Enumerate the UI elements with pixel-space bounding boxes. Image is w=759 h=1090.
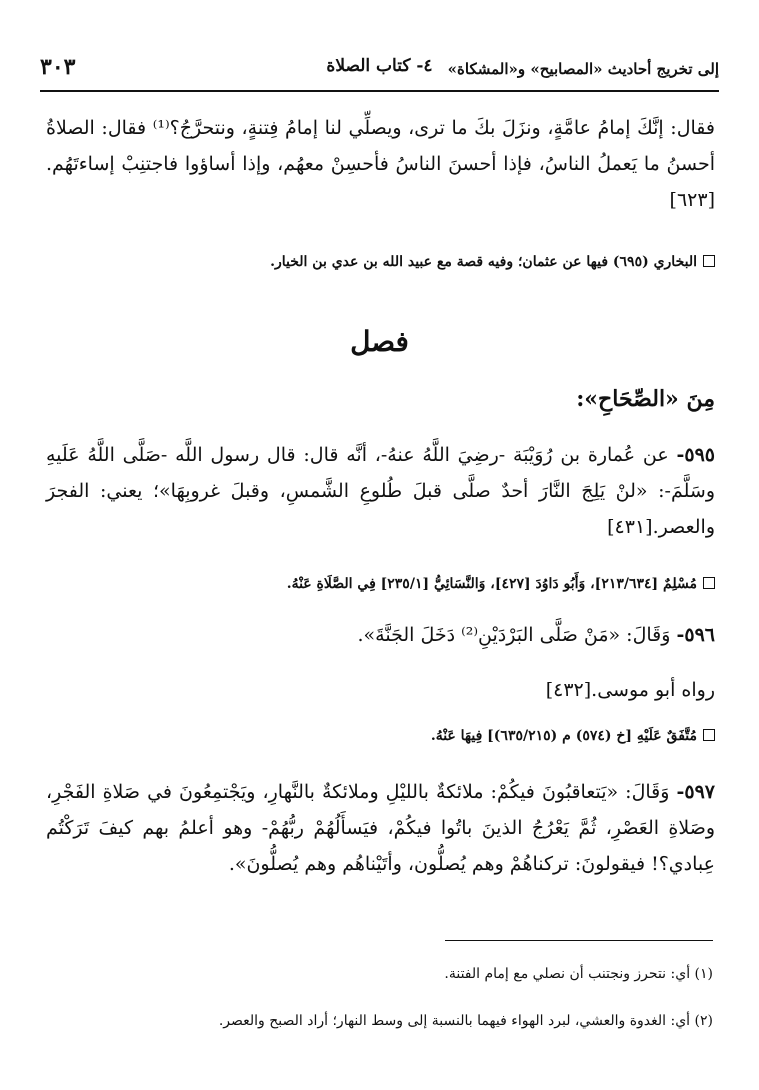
hadith-text: وَقَالَ: «مَنْ صَلَّى البَرْدَيْنِ⁽²⁾ دَخَلَ الجَنَّةَ». (357, 624, 671, 646)
footnote-2: (٢) أي: الغدوة والعشي، لبرد الهواء فيهما بالنسبة إلى وسط النهار؛ أراد الصبح والعصر. (218, 1013, 713, 1029)
source-box-icon (703, 577, 715, 589)
intro-paragraph: فقال: إنَّكَ إمامُ عامَّةٍ، ونزَلَ بكَ ما ترى، ويصلِّي لنا إمامُ فِتنةٍ، ونتحرَّجُ؟⁽¹⁾ فقال: الصلاةُ أحسنُ ما يَعملُ الناسُ، فإذا أحسنَ الناسُ فأحسِنْ معهُم، وإذا أساؤوا فاجتنِبْ إساءتَهُم.[٦٢٣] (46, 117, 715, 211)
page-header (40, 50, 719, 90)
section-title: فصل (350, 325, 409, 358)
hadith-number: ٥٩٥- (676, 444, 715, 466)
running-title: إلى تخريج أحاديث «المصابيح» و«المشكاة» (447, 60, 719, 78)
hadith-595 (46, 437, 715, 545)
intro-source (46, 250, 715, 274)
hadith-number: ٥٩٦- (676, 624, 715, 646)
page-number: ٣٠٣ (40, 54, 76, 80)
hadith-source-text: مُسْلِمٌ [٢١٣/٦٣٤]، وَأَبُو دَاوُدَ [٤٢٧]، وَالنَّسَائِيُّ [٢٣٥/١] فِي الصَّلَاةِ عَنْهُ. (286, 576, 697, 592)
intro-source-text: البخاري (٦٩٥) فيها عن عثمان؛ وفيه قصة مع عبيد الله بن عدي بن الخيار. (270, 254, 697, 270)
hadith-text: عن عُمارة بن رُوَيْبَة -رضِيَ اللَّهُ عنهُ-، أنَّه قال: قال رسول اللَّه -صَلَّى اللَّهُ عَلَيهِ وسَلَّمَ-: «لنْ يَلِجَ النَّارَ أحدٌ صلَّى قبلَ طُلوعِ الشَّمسِ، وقبلَ غروبِهَا»؛ يعني: الفجرَ والعصر.[٤٣١] (46, 444, 715, 538)
hadith-596-source (46, 724, 715, 748)
header-rule (40, 90, 719, 92)
hadith-596 (46, 617, 715, 653)
hadith-597 (46, 774, 715, 882)
footnote-rule (445, 940, 713, 941)
source-box-icon (703, 255, 715, 267)
chapter-title: ٤- كتاب الصلاة (326, 56, 433, 76)
hadith-596-narrator: رواه أبو موسى.[٤٣٢] (545, 679, 715, 701)
hadith-source-text: مُتَّفَقٌ عَلَيْهِ [خ (٥٧٤) م (٦٣٥/٢١٥)] فِيهَا عَنْهُ. (430, 728, 697, 744)
footnote-1: (١) أي: نتحرز ونجتنب أن نصلي مع إمام الفتنة. (444, 966, 713, 982)
subheading: مِنَ «الصِّحَاحِ»: (576, 386, 715, 412)
hadith-number: ٥٩٧- (676, 781, 716, 803)
hadith-text: وَقَالَ: «يَتعاقبُونَ فيكُمْ: ملائكةٌ بالليْلِ وملائكةٌ بالنَّهارِ، ويَجْتمِعُونَ في صَلاةِ الفَجْرِ، وصَلاةِ العَصْرِ، ثُمَّ يَعْرُجُ الذينَ باتُوا فيكُمْ، فيَسأَلُهُمْ ربُّهُمْ- وهو أعلمُ بهم كيفَ تَرَكْتُم عِبادي؟! فيقولونَ: تركناهُمْ وهم يُصلُّون، وأتَيْناهُم وهم يُصلُّونَ». (46, 781, 715, 875)
source-box-icon (703, 729, 715, 741)
hadith-595-source (46, 572, 715, 596)
